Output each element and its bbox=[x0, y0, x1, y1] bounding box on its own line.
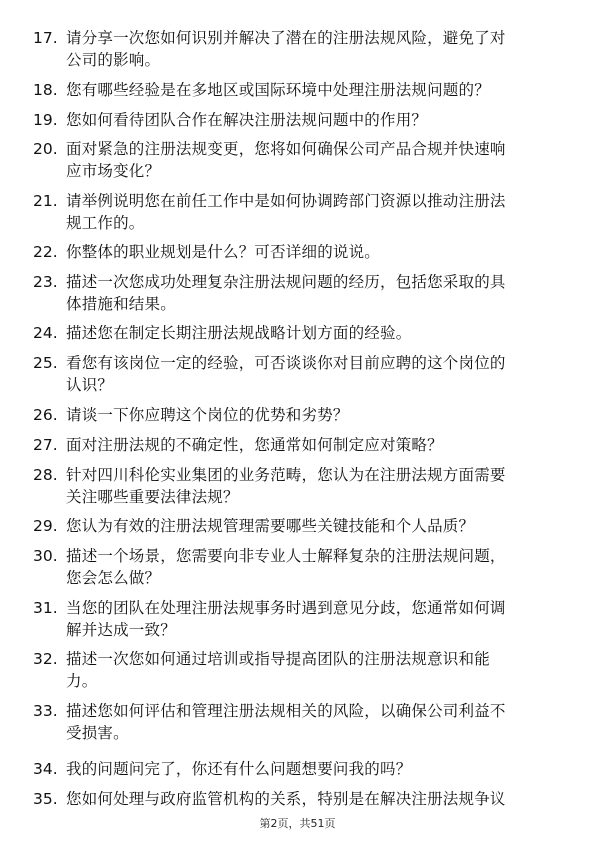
question-line: 体措施和结果。 bbox=[66, 294, 176, 313]
question-number: 24. bbox=[33, 324, 58, 342]
question-number: 29. bbox=[33, 517, 58, 535]
question-text bbox=[66, 139, 566, 182]
question-text bbox=[66, 323, 566, 345]
question-text bbox=[66, 759, 566, 781]
question-line: 您会怎么做？ bbox=[66, 568, 161, 587]
question-text bbox=[66, 405, 566, 427]
question-line: 您如何处理与政府监管机构的关系，特别是在解决注册法规争议 bbox=[66, 790, 506, 808]
question-line: 描述一次您成功处理复杂注册法规问题的经历，包括您采取的具 bbox=[66, 273, 506, 291]
question-text bbox=[66, 649, 566, 692]
question-text bbox=[66, 435, 566, 457]
question-line: 描述您如何评估和管理注册法规相关的风险，以确保公司利益不 bbox=[66, 702, 506, 720]
question-text bbox=[66, 110, 566, 132]
question-line: 描述一次您如何通过培训或指导提高团队的注册法规意识和能 bbox=[66, 650, 490, 668]
question-line: 应市场变化？ bbox=[66, 161, 161, 180]
question-number: 26. bbox=[33, 406, 58, 424]
question-number: 35. bbox=[33, 790, 58, 808]
question-number: 33. bbox=[33, 702, 58, 720]
question-text bbox=[66, 516, 566, 538]
question-line: 您有哪些经验是在多地区或国际环境中处理注册法规问题的？ bbox=[66, 81, 490, 99]
question-text bbox=[66, 789, 566, 811]
question-text bbox=[66, 701, 566, 744]
question-text bbox=[66, 272, 566, 315]
question-number: 28. bbox=[33, 466, 58, 484]
question-line: 描述您在制定长期注册法规战略计划方面的经验。 bbox=[66, 324, 412, 342]
question-line: 认识？ bbox=[66, 375, 114, 394]
question-line: 力。 bbox=[66, 671, 98, 690]
question-number: 34. bbox=[33, 760, 58, 778]
question-line: 你整体的职业规划是什么？可否详细的说说。 bbox=[66, 243, 381, 261]
question-line: 您认为有效的注册法规管理需要哪些关键技能和个人品质？ bbox=[66, 517, 475, 535]
question-text bbox=[66, 242, 566, 264]
question-line: 规工作的。 bbox=[66, 213, 145, 232]
question-line: 当您的团队在处理注册法规事务时遇到意见分歧，您通常如何调 bbox=[66, 599, 506, 617]
question-text bbox=[66, 465, 566, 508]
question-text bbox=[66, 598, 566, 641]
question-text bbox=[66, 191, 566, 234]
question-line: 解并达成一致？ bbox=[66, 620, 176, 639]
question-number: 25. bbox=[33, 354, 58, 372]
question-number: 23. bbox=[33, 273, 58, 291]
question-line: 您如何看待团队合作在解决注册法规问题中的作用？ bbox=[66, 111, 428, 129]
question-line: 面对注册法规的不确定性，您通常如何制定应对策略？ bbox=[66, 436, 443, 454]
question-number: 17. bbox=[33, 29, 58, 47]
page-number-footer: 第2页，共51页 bbox=[259, 817, 336, 830]
question-number: 32. bbox=[33, 650, 58, 668]
question-number: 20. bbox=[33, 140, 58, 158]
question-number: 18. bbox=[33, 81, 58, 99]
question-line: 受损害。 bbox=[66, 723, 129, 742]
question-line: 请分享一次您如何识别并解决了潜在的注册法规风险，避免了对 bbox=[66, 29, 506, 47]
question-line: 描述一个场景，您需要向非专业人士解释复杂的注册法规问题， bbox=[66, 547, 506, 565]
question-number: 31. bbox=[33, 599, 58, 617]
question-line: 面对紧急的注册法规变更，您将如何确保公司产品合规并快速响 bbox=[66, 140, 506, 158]
question-number: 22. bbox=[33, 243, 58, 261]
question-number: 21. bbox=[33, 192, 58, 210]
question-line: 请举例说明您在前任工作中是如何协调跨部门资源以推动注册法 bbox=[66, 192, 506, 210]
question-line: 公司的影响。 bbox=[66, 50, 161, 69]
question-number: 30. bbox=[33, 547, 58, 565]
question-text bbox=[66, 353, 566, 396]
question-line: 我的问题问完了，你还有什么问题想要问我的吗？ bbox=[66, 760, 412, 778]
question-line: 看您有该岗位一定的经验，可否谈谈你对目前应聘的这个岗位的 bbox=[66, 354, 506, 372]
question-line: 请谈一下你应聘这个岗位的优势和劣势？ bbox=[66, 406, 349, 424]
question-number: 27. bbox=[33, 436, 58, 454]
question-number: 19. bbox=[33, 111, 58, 129]
question-line: 关注哪些重要法律法规？ bbox=[66, 487, 239, 506]
question-text bbox=[66, 80, 566, 102]
question-line: 针对四川科伦实业集团的业务范畴，您认为在注册法规方面需要 bbox=[66, 466, 506, 484]
question-text bbox=[66, 546, 566, 589]
question-text bbox=[66, 28, 566, 71]
